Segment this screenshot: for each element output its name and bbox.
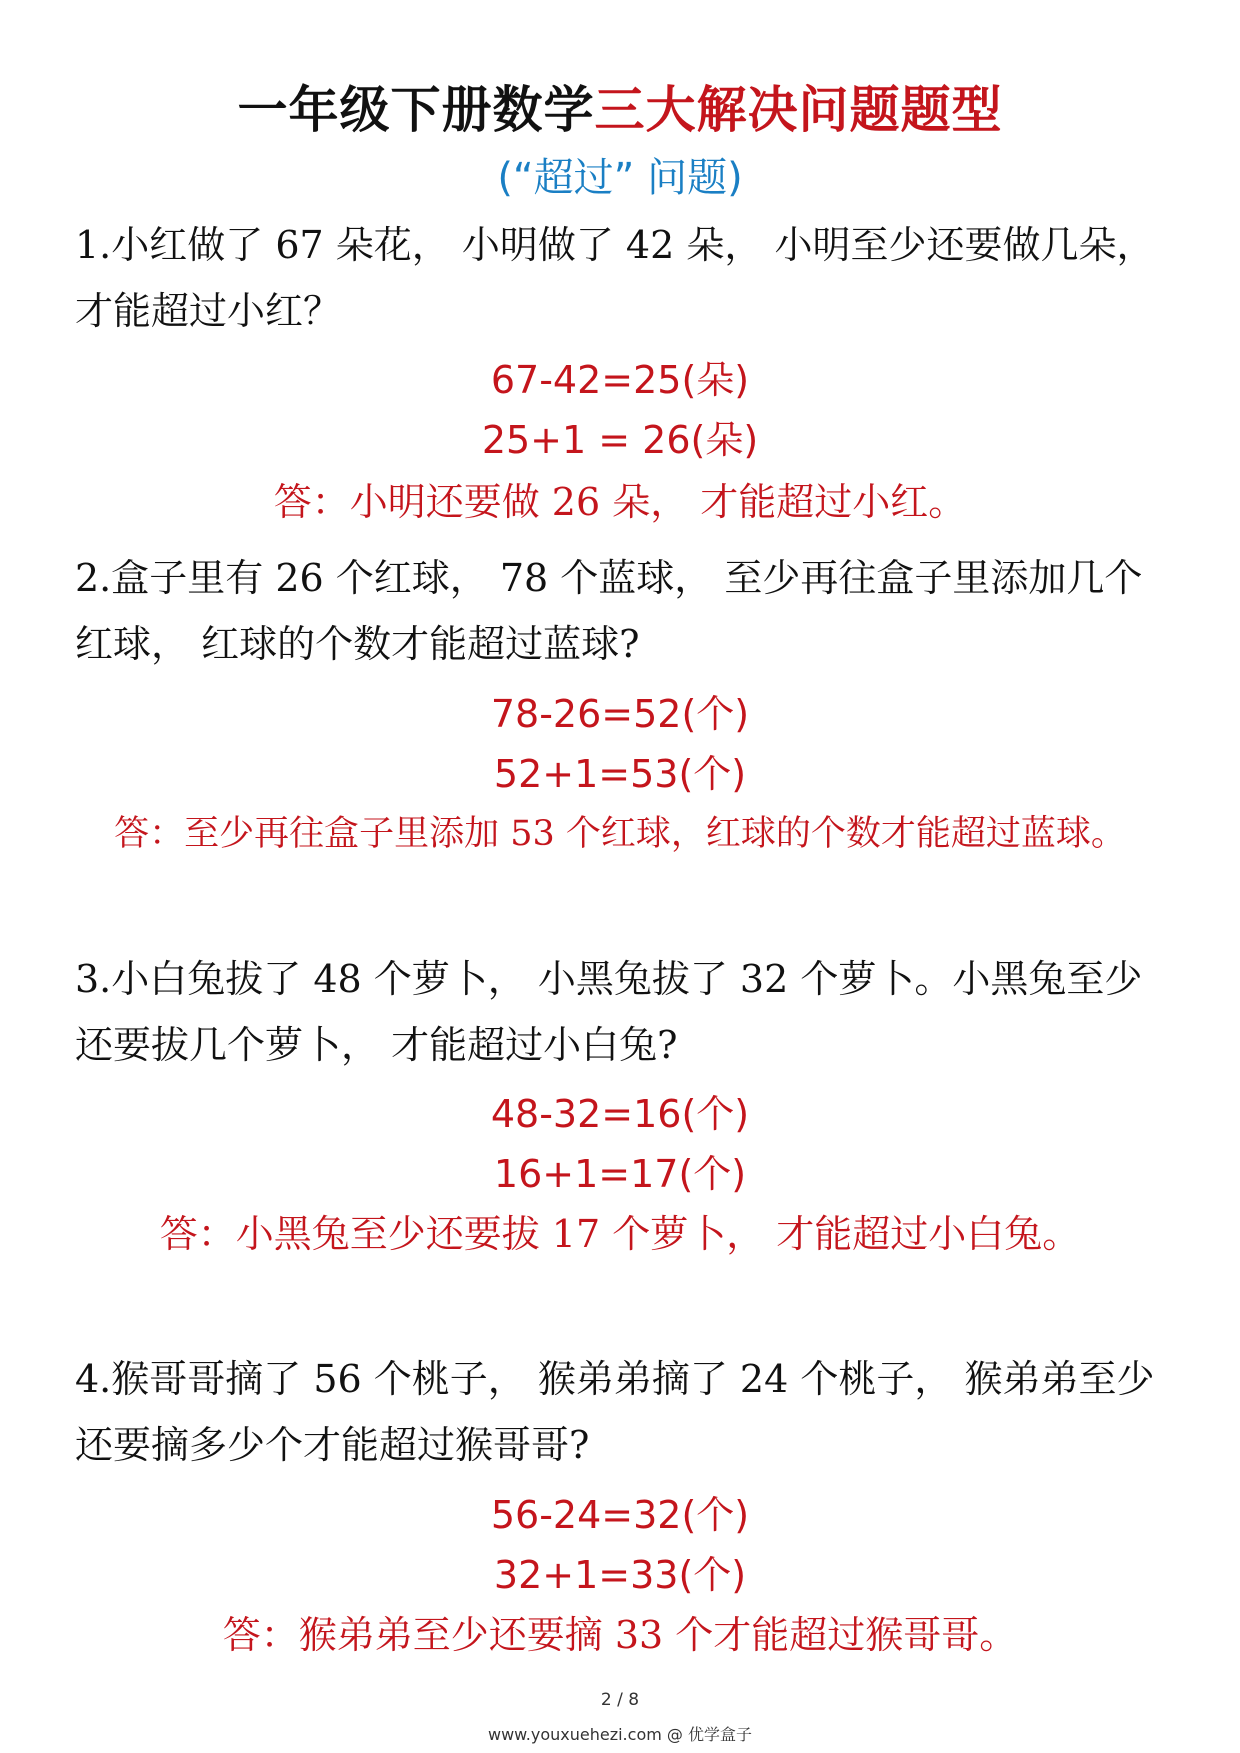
problem-1-answer: 答：小明还要做 26 朵， 才能超过小红。 [273,480,967,524]
page-title [0,78,1240,142]
watermark-text: www.youxuehezi.com @ 优学盒子 [488,1725,752,1744]
problem-4-calc-2: 32+1=33(个) [493,1553,747,1597]
problem-2-calc-2: 52+1=53(个) [493,752,747,796]
title-part-black: 一年级下册数学 [237,81,595,139]
problem-2-question: 2.盒子里有 26 个红球， 78 个蓝球， 至少再往盒子里添加几个红球， 红球的个数才能超过蓝球? [75,556,1143,666]
page-number: 2 / 8 [600,1690,640,1710]
problem-1-question: 1.小红做了 67 朵花， 小明做了 42 朵， 小明至少还要做几朵，才能超过小红？ [75,223,1155,333]
problem-3-calc-1: 48-32=16(个) [490,1092,750,1136]
problem-3-question: 3.小白兔拔了 48 个萝卜， 小黑兔拔了 32 个萝卜。小黑兔至少还要拔几个萝卜， 才能超过小白兔? [75,957,1143,1067]
problem-2-answer: 答：至少再往盒子里添加 53 个红球，红球的个数才能超过蓝球。 [114,814,1126,854]
problem-3-answer: 答：小黑兔至少还要拔 17 个萝卜， 才能超过小白兔。 [159,1212,1081,1256]
problem-3-calc-2: 16+1=17(个) [493,1152,747,1196]
problem-1-calc-2: 25+1 = 26(朵) [481,418,759,462]
problem-1-calc-1: 67-42=25(朵) [490,358,750,402]
problem-4-calc-1: 56-24=32(个) [490,1493,750,1537]
page-subtitle: (“超过” 问题) [497,155,743,201]
problem-4-question: 4.猴哥哥摘了 56 个桃子， 猴弟弟摘了 24 个桃子， 猴弟弟至少还要摘多少个才能超过猴哥哥? [75,1357,1155,1467]
title-part-red: 三大解决问题题型 [594,81,1003,139]
problem-2-calc-1: 78-26=52(个) [490,692,750,736]
problem-4-answer: 答：猴弟弟至少还要摘 33 个才能超过猴哥哥。 [222,1613,1018,1657]
